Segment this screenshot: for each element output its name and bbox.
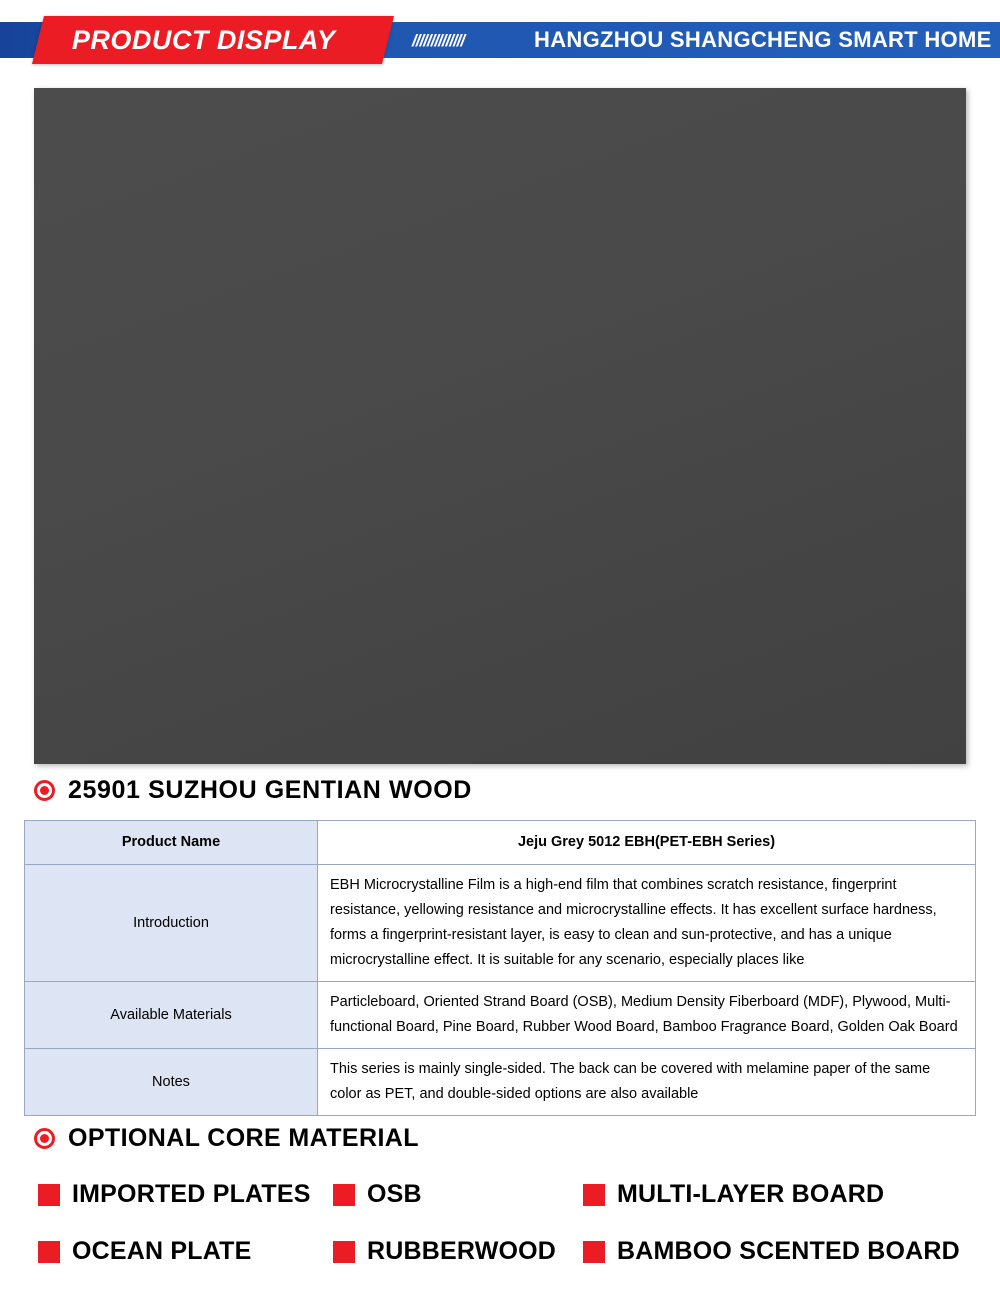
table-row	[25, 821, 976, 865]
table-row	[25, 865, 976, 982]
list-item	[38, 1180, 333, 1209]
product-image	[34, 88, 966, 764]
optional-core-title: OPTIONAL CORE MATERIAL	[68, 1124, 419, 1152]
red-square-bullet-icon	[38, 1241, 60, 1263]
row-value: Jeju Grey 5012 EBH(PET-EBH Series)	[318, 821, 976, 865]
row-label: Introduction	[25, 865, 318, 982]
row-value: Particleboard, Oriented Strand Board (OSB), Medium Density Fiberboard (MDF), Plywood, Multi-functional Board, Pine Board, Rubber Wood Board, Bamboo Fragrance Board, Golden Oak Board	[318, 982, 976, 1049]
optional-core-title-row	[34, 1124, 419, 1153]
row-label: Product Name	[25, 821, 318, 865]
header-slash-decoration: //////////////	[412, 31, 465, 50]
row-label: Notes	[25, 1049, 318, 1116]
core-material-row	[38, 1237, 988, 1294]
row-value: This series is mainly single-sided. The back can be covered with melamine paper of the same color as PET, and double-sided options are also available	[318, 1049, 976, 1116]
core-material-label: RUBBERWOOD	[367, 1237, 557, 1265]
core-material-label: BAMBOO SCENTED BOARD	[617, 1237, 960, 1265]
core-material-row	[38, 1180, 988, 1237]
company-name: HANGZHOU SHANGCHENG SMART HOME	[534, 27, 992, 52]
red-square-bullet-icon	[333, 1184, 355, 1206]
red-square-bullet-icon	[583, 1241, 605, 1263]
product-title-row	[34, 776, 472, 805]
product-image-frame	[34, 88, 966, 764]
optional-core-list	[38, 1180, 988, 1294]
table-row	[25, 982, 976, 1049]
core-material-label: MULTI-LAYER BOARD	[617, 1180, 885, 1208]
red-ring-bullet-icon	[34, 780, 55, 801]
product-display-badge-label: PRODUCT DISPLAY	[72, 24, 336, 55]
red-ring-bullet-icon	[34, 1128, 55, 1149]
table-row	[25, 1049, 976, 1116]
specification-table	[24, 820, 976, 1116]
list-item	[38, 1237, 333, 1266]
red-square-bullet-icon	[333, 1241, 355, 1263]
core-material-label: OSB	[367, 1180, 422, 1208]
core-material-label: OCEAN PLATE	[72, 1237, 252, 1265]
list-item	[583, 1180, 883, 1209]
page-header	[0, 0, 1000, 70]
row-value: EBH Microcrystalline Film is a high-end film that combines scratch resistance, fingerprint resistance, yellowing resistance and microcrystalline effects. It has excellent surface hardness, forms a fingerprint-resistant layer, is easy to clean and sun-protective, and has a unique microcrystalline effect. It is suitable for any scenario, especially places like	[318, 865, 976, 982]
core-material-label: IMPORTED PLATES	[72, 1180, 311, 1208]
page-title: 25901 SUZHOU GENTIAN WOOD	[68, 776, 472, 804]
red-square-bullet-icon	[38, 1184, 60, 1206]
list-item	[583, 1237, 960, 1266]
red-square-bullet-icon	[583, 1184, 605, 1206]
list-item	[333, 1180, 583, 1209]
product-display-badge	[32, 16, 393, 64]
list-item	[333, 1237, 583, 1266]
row-label: Available Materials	[25, 982, 318, 1049]
